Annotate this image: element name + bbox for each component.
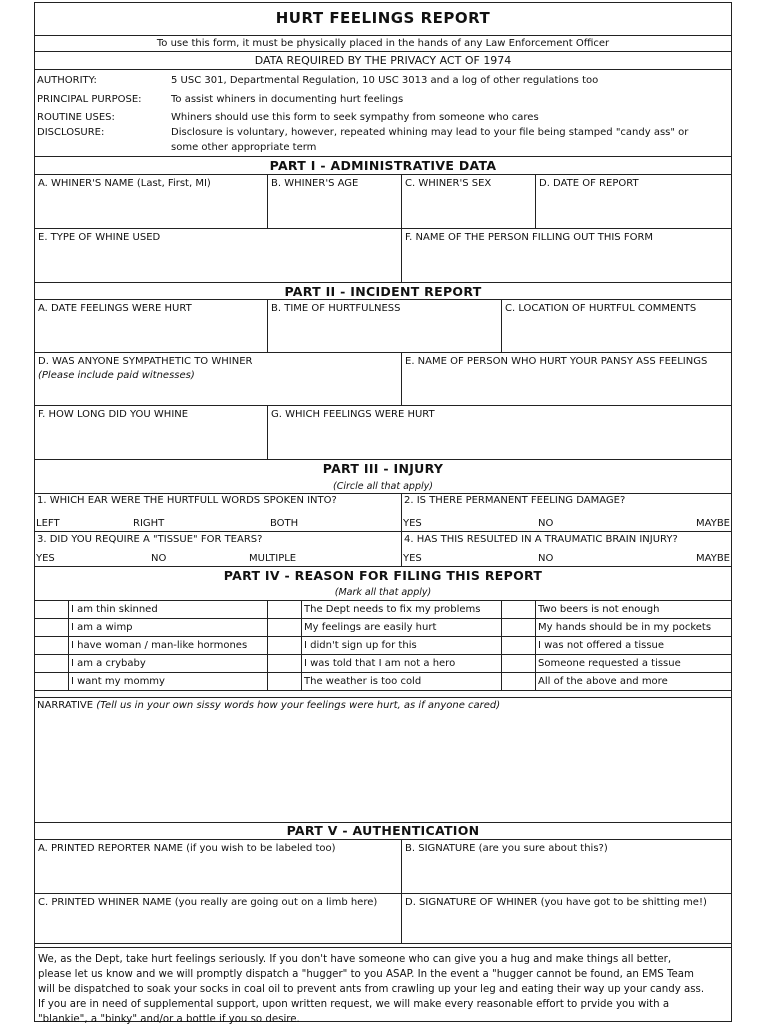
part5-row-1 [35, 840, 731, 894]
authority-label: AUTHORITY: [37, 75, 97, 86]
ear-question: 1. WHICH EAR WERE THE HURTFULL WORDS SPOKEN INTO? [37, 495, 337, 506]
reason-option [302, 619, 502, 636]
reason-option-label: My feelings are easily hurt [304, 622, 437, 633]
reason-checkbox[interactable] [268, 619, 302, 636]
damage-option-maybe[interactable]: MAYBE [696, 518, 730, 529]
reason-checkbox[interactable] [35, 655, 69, 672]
part3-row-2 [35, 532, 731, 567]
reason-option-label: The weather is too cold [304, 676, 422, 687]
footer-line-4: If you are in need of supplemental support, upon written request, we will make every reasonable effort to prvide you with a [38, 999, 670, 1010]
narrative-label: NARRATIVE [37, 700, 94, 711]
reason-option [536, 619, 731, 636]
time-of-hurtfulness-label: B. TIME OF HURTFULNESS [271, 303, 401, 314]
narrative-note: (Tell us in your own sissy words how your feelings were hurt, as if anyone cared) [96, 700, 501, 711]
part3-note: (Circle all that apply) [333, 481, 433, 492]
routine-uses-text: Whiners should use this form to seek sympathy from someone who cares [171, 112, 539, 123]
date-of-report-label: D. DATE OF REPORT [539, 178, 639, 189]
whiner-signature-field[interactable] [402, 894, 731, 943]
part2-header-row [35, 283, 731, 300]
part3-title: PART III - INJURY [322, 461, 444, 476]
whiner-name-field[interactable] [35, 175, 268, 228]
whiner-name-label: A. WHINER'S NAME (Last, First, MI) [38, 178, 211, 189]
reason-option-label: I was told that I am not a hero [304, 658, 456, 669]
part5-row-2 [35, 894, 731, 944]
whiner-sex-field[interactable] [402, 175, 536, 228]
damage-question-cell [402, 494, 731, 531]
part1-title: PART I - ADMINISTRATIVE DATA [269, 158, 497, 173]
tissue-option-yes[interactable]: YES [36, 553, 55, 564]
person-who-hurt-field[interactable] [402, 353, 731, 405]
part5-header-row [35, 823, 731, 840]
part5-title: PART V - AUTHENTICATION [286, 823, 480, 838]
footer-line-5: "blankie", a "binky" and/or a bottle if you so desire. [38, 1014, 300, 1025]
ear-question-cell [35, 494, 402, 531]
printed-reporter-name-label: A. PRINTED REPORTER NAME (if you wish to be labeled too) [38, 843, 336, 854]
reason-option-label: Two beers is not enough [538, 604, 660, 615]
type-of-whine-field[interactable] [35, 229, 402, 282]
reason-option [69, 655, 268, 672]
reason-checkbox[interactable] [268, 673, 302, 690]
person-filling-form-label: F. NAME OF THE PERSON FILLING OUT THIS FORM [405, 232, 654, 243]
reason-option [302, 673, 502, 690]
tissue-question: 3. DID YOU REQUIRE A "TISSUE" FOR TEARS? [37, 534, 263, 545]
narrative-heading [37, 700, 500, 712]
footer-block [35, 948, 731, 1025]
reason-checkbox[interactable] [502, 673, 536, 690]
reason-checkbox[interactable] [35, 601, 69, 618]
part2-row-1 [35, 300, 731, 353]
narrative-field[interactable] [35, 698, 731, 823]
reason-option [536, 673, 731, 690]
form-title-row [35, 3, 731, 36]
footer-line-1: We, as the Dept, take hurt feelings seriously. If you don't have someone who can give you a hug and make things all better, [38, 954, 672, 965]
reason-option [536, 637, 731, 654]
brain-option-maybe[interactable]: MAYBE [696, 553, 730, 564]
reason-checkbox[interactable] [502, 655, 536, 672]
part2-title: PART II - INCIDENT REPORT [284, 284, 482, 299]
tissue-option-multiple[interactable]: MULTIPLE [249, 553, 297, 564]
reason-option [69, 673, 268, 690]
reason-option-label: I have woman / man-like hormones [71, 640, 248, 651]
tissue-option-no[interactable]: NO [151, 553, 167, 564]
instruction-text: To use this form, it must be physically placed in the hands of any Law Enforcement Officer [156, 38, 610, 49]
reason-option [302, 637, 502, 654]
person-filling-form-field[interactable] [402, 229, 731, 282]
reason-checkbox[interactable] [502, 637, 536, 654]
brain-injury-question-cell [402, 532, 731, 566]
reason-checkbox[interactable] [268, 637, 302, 654]
part1-row-1 [35, 175, 731, 229]
reason-option-label: All of the above and more [538, 676, 668, 687]
privacy-act-block [35, 70, 731, 157]
disclosure-text-2: some other appropriate term [171, 142, 317, 153]
reason-option-label: I didn't sign up for this [304, 640, 417, 651]
reason-option [536, 601, 731, 618]
reason-checkbox[interactable] [35, 619, 69, 636]
reason-option [302, 601, 502, 618]
reason-option-label: My hands should be in my pockets [538, 622, 712, 633]
how-long-whine-field[interactable] [35, 406, 268, 459]
form-title: HURT FEELINGS REPORT [275, 9, 491, 27]
sympathetic-to-whiner-label: D. WAS ANYONE SYMPATHETIC TO WHINER [38, 356, 253, 367]
whiner-age-label: B. WHINER'S AGE [271, 178, 359, 189]
location-hurtful-comments-field[interactable] [502, 300, 731, 352]
footer-line-3: will be dispatched to soak your socks in coal oil to prevent ants from crawling up your leg and eating their way up your candy ass. [38, 984, 705, 995]
sympathetic-to-whiner-field[interactable] [35, 353, 402, 405]
purpose-text: To assist whiners in documenting hurt feelings [171, 94, 404, 105]
reason-checkbox[interactable] [502, 619, 536, 636]
reason-option-label: I am a crybaby [71, 658, 146, 669]
footer-paragraph [38, 952, 728, 1027]
reporter-signature-label: B. SIGNATURE (are you sure about this?) [405, 843, 608, 854]
part2-row-3 [35, 406, 731, 460]
reason-option-label: I was not offered a tissue [538, 640, 665, 651]
date-feelings-hurt-field[interactable] [35, 300, 268, 352]
printed-whiner-name-label: C. PRINTED WHINER NAME (you really are going out on a limb here) [38, 897, 378, 908]
brain-option-no[interactable]: NO [538, 553, 554, 564]
part4-header-row [35, 567, 731, 601]
reason-option-label: I want my mommy [71, 676, 165, 687]
purpose-label: PRINCIPAL PURPOSE: [37, 94, 142, 105]
whiner-sex-label: C. WHINER'S SEX [405, 178, 492, 189]
printed-whiner-name-field[interactable] [35, 894, 402, 943]
privacy-header-row [35, 52, 731, 70]
checklist-spacer [35, 691, 731, 698]
part1-row-2 [35, 229, 731, 283]
which-feelings-hurt-label: G. WHICH FEELINGS WERE HURT [271, 409, 435, 420]
reason-option-label: The Dept needs to fix my problems [304, 604, 481, 615]
ear-option-both[interactable]: BOTH [270, 518, 299, 529]
authority-text: 5 USC 301, Departmental Regulation, 10 USC 3013 and a log of other regulations too [171, 75, 599, 86]
reason-option [536, 655, 731, 672]
checklist-row [35, 637, 731, 655]
reason-option-label: I am thin skinned [71, 604, 158, 615]
which-feelings-hurt-field[interactable] [268, 406, 731, 459]
disclosure-label: DISCLOSURE: [37, 127, 105, 138]
brain-option-yes[interactable]: YES [403, 553, 422, 564]
person-who-hurt-label: E. NAME OF PERSON WHO HURT YOUR PANSY ASS FEELINGS [405, 356, 708, 367]
damage-option-yes[interactable]: YES [403, 518, 422, 529]
printed-reporter-name-field[interactable] [35, 840, 402, 893]
reason-option [69, 601, 268, 618]
part1-header-row [35, 157, 731, 175]
footer-line-2: please let us know and we will promptly dispatch a "hugger" to you ASAP. In the event a "hugger cannot be found, an EMS Team [38, 969, 694, 980]
paid-witnesses-note: (Please include paid witnesses) [38, 370, 195, 381]
ear-option-right[interactable]: RIGHT [133, 518, 165, 529]
reason-option [69, 619, 268, 636]
brain-injury-question: 4. HAS THIS RESULTED IN A TRAUMATIC BRAIN INJURY? [404, 534, 678, 545]
reason-checkbox[interactable] [35, 637, 69, 654]
checklist-row [35, 673, 731, 691]
checklist-row [35, 655, 731, 673]
hurt-feelings-report-form [34, 2, 732, 1025]
routine-uses-label: ROUTINE USES: [37, 112, 115, 123]
instruction-row [35, 36, 731, 52]
reason-option-label: I am a wimp [71, 622, 133, 633]
reason-option [69, 637, 268, 654]
checklist-row [35, 601, 731, 619]
reason-option [302, 655, 502, 672]
reason-checkbox[interactable] [502, 601, 536, 618]
checklist-row [35, 619, 731, 637]
time-of-hurtfulness-field[interactable] [268, 300, 502, 352]
how-long-whine-label: F. HOW LONG DID YOU WHINE [38, 409, 189, 420]
privacy-header: DATA REQUIRED BY THE PRIVACY ACT OF 1974 [254, 54, 512, 67]
whiner-age-field[interactable] [268, 175, 402, 228]
whiner-signature-label: D. SIGNATURE OF WHINER (you have got to be shitting me!) [405, 897, 707, 908]
reason-checkbox[interactable] [268, 655, 302, 672]
reporter-signature-field[interactable] [402, 840, 731, 893]
part3-header-row [35, 460, 731, 494]
disclosure-text-1: Disclosure is voluntary, however, repeated whining may lead to your file being stamped "candy ass" or [171, 127, 689, 138]
damage-option-no[interactable]: NO [538, 518, 554, 529]
date-feelings-hurt-label: A. DATE FEELINGS WERE HURT [38, 303, 192, 314]
reason-checkbox[interactable] [268, 601, 302, 618]
tissue-question-cell [35, 532, 402, 566]
date-of-report-field[interactable] [536, 175, 731, 228]
reason-option-label: Someone requested a tissue [538, 658, 681, 669]
part2-row-2 [35, 353, 731, 406]
part4-note: (Mark all that apply) [334, 587, 432, 598]
reason-checkbox[interactable] [35, 673, 69, 690]
location-hurtful-comments-label: C. LOCATION OF HURTFUL COMMENTS [505, 303, 697, 314]
ear-option-left[interactable]: LEFT [36, 518, 60, 529]
type-of-whine-label: E. TYPE OF WHINE USED [38, 232, 161, 243]
part3-row-1 [35, 494, 731, 532]
part4-title: PART IV - REASON FOR FILING THIS REPORT [223, 568, 543, 583]
damage-question: 2. IS THERE PERMANENT FEELING DAMAGE? [404, 495, 626, 506]
